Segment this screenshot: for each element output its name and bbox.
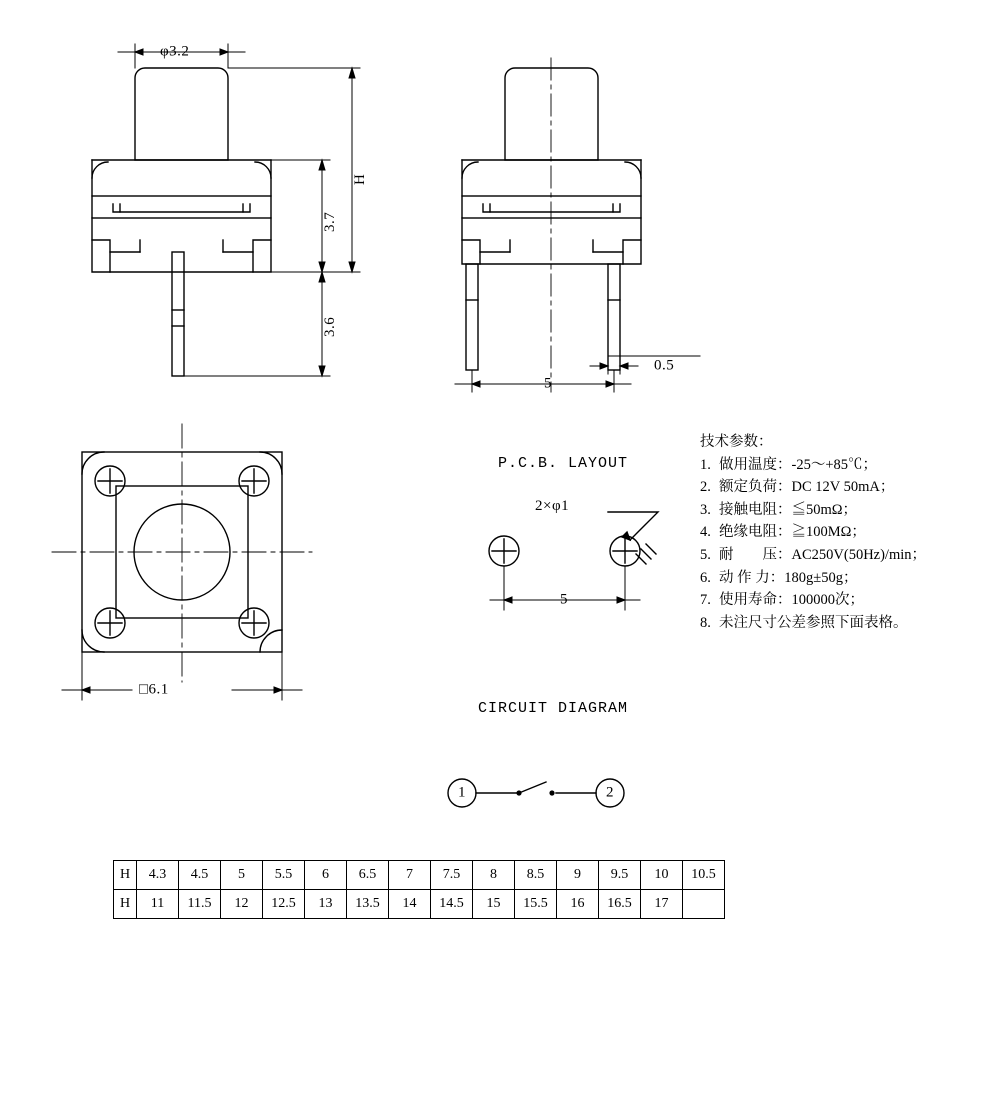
table-cell-empty (683, 890, 725, 919)
label-lead-width: 0.5 (654, 357, 675, 374)
centerlines-plan-view (52, 424, 312, 682)
table-cell: 13 (305, 890, 347, 919)
spec-item (700, 476, 990, 499)
table-cell: 17 (641, 890, 683, 919)
spec-item-number: 3. (700, 501, 711, 518)
table-cell: 11 (137, 890, 179, 919)
table-cell: 16.5 (599, 890, 641, 919)
spec-list (700, 431, 990, 634)
height-options-table (113, 860, 725, 919)
label-plunger-diameter: φ3.2 (160, 43, 190, 60)
spec-item (700, 454, 990, 477)
pcb-layout-geometry (489, 512, 658, 566)
caption-circuit-diagram: CIRCUIT DIAGRAM (478, 700, 629, 717)
spec-item-number: 8. (700, 614, 711, 631)
table-cell: 10 (641, 861, 683, 890)
side-view-geometry (462, 68, 641, 370)
spec-item-text: 绝缘电阻：≧100MΩ； (719, 524, 866, 541)
label-pcb-hole: 2×φ1 (535, 498, 570, 514)
table-row (114, 861, 725, 890)
table-cell: 6 (305, 861, 347, 890)
spec-item-text: 额定负荷：DC 12V 50mA； (719, 479, 895, 496)
spec-item (700, 499, 990, 522)
front-view-geometry (92, 68, 271, 376)
table-cell: H (114, 861, 137, 890)
table-cell: 8 (473, 861, 515, 890)
table-cell: 4.3 (137, 861, 179, 890)
spec-item-number: 6. (700, 569, 711, 586)
spec-item-text: 使用寿命：100000次； (719, 592, 864, 609)
spec-item-text: 动 作 力：180g±50g； (719, 569, 858, 586)
spec-heading: 技术参数： (700, 434, 773, 450)
spec-item (700, 544, 990, 567)
table-cell: 4.5 (179, 861, 221, 890)
dim-pitch-5 (455, 370, 631, 392)
table-cell: 12.5 (263, 890, 305, 919)
table-cell: 6.5 (347, 861, 389, 890)
table-cell: 7 (389, 861, 431, 890)
table-cell: H (114, 890, 137, 919)
table-cell: 14 (389, 890, 431, 919)
label-terminal-2: 2 (606, 784, 614, 801)
table-cell: 15.5 (515, 890, 557, 919)
table-cell: 15 (473, 890, 515, 919)
dim-3-6 (184, 272, 330, 376)
table-cell: 10.5 (683, 861, 725, 890)
table-cell: 11.5 (179, 890, 221, 919)
table-cell: 8.5 (515, 861, 557, 890)
table-cell: 5.5 (263, 861, 305, 890)
label-pitch-5: 5 (544, 375, 552, 392)
spec-item (700, 589, 990, 612)
label-terminal-1: 1 (458, 784, 466, 801)
dim-lead-width (590, 356, 700, 374)
table-cell: 14.5 (431, 890, 473, 919)
spec-item-number: 7. (700, 592, 711, 609)
table-row (114, 890, 725, 919)
spec-item-text: 未注尺寸公差参照下面表格。 (719, 614, 908, 631)
spec-item-text: 耐 压：AC250V(50Hz)/min； (719, 546, 927, 563)
spec-item (700, 612, 990, 635)
table-cell: 9.5 (599, 861, 641, 890)
spec-item-number: 2. (700, 479, 711, 496)
spec-item-text: 接触电阻：≦50mΩ； (719, 501, 858, 518)
table-cell: 5 (221, 861, 263, 890)
label-pcb-pitch: 5 (560, 591, 568, 608)
table-cell: 16 (557, 890, 599, 919)
spec-item-number: 4. (700, 524, 711, 541)
table-cell: 7.5 (431, 861, 473, 890)
label-body-height: 3.7 (322, 211, 338, 232)
caption-pcb-layout: P.C.B. LAYOUT (498, 455, 629, 472)
label-lead-length: 3.6 (322, 316, 338, 337)
circuit-diagram-geometry (448, 779, 624, 807)
spec-item-text: 做用温度：-25～+85℃； (719, 456, 878, 473)
table-cell: 12 (221, 890, 263, 919)
dim-H (228, 68, 360, 272)
spec-item-number: 1. (700, 456, 711, 473)
spec-item-number: 5. (700, 546, 711, 563)
label-height-H: H (352, 173, 368, 185)
table-cell: 9 (557, 861, 599, 890)
spec-item (700, 567, 990, 590)
table-cell: 13.5 (347, 890, 389, 919)
spec-item (700, 521, 990, 544)
label-body-square: □6.1 (139, 681, 169, 698)
